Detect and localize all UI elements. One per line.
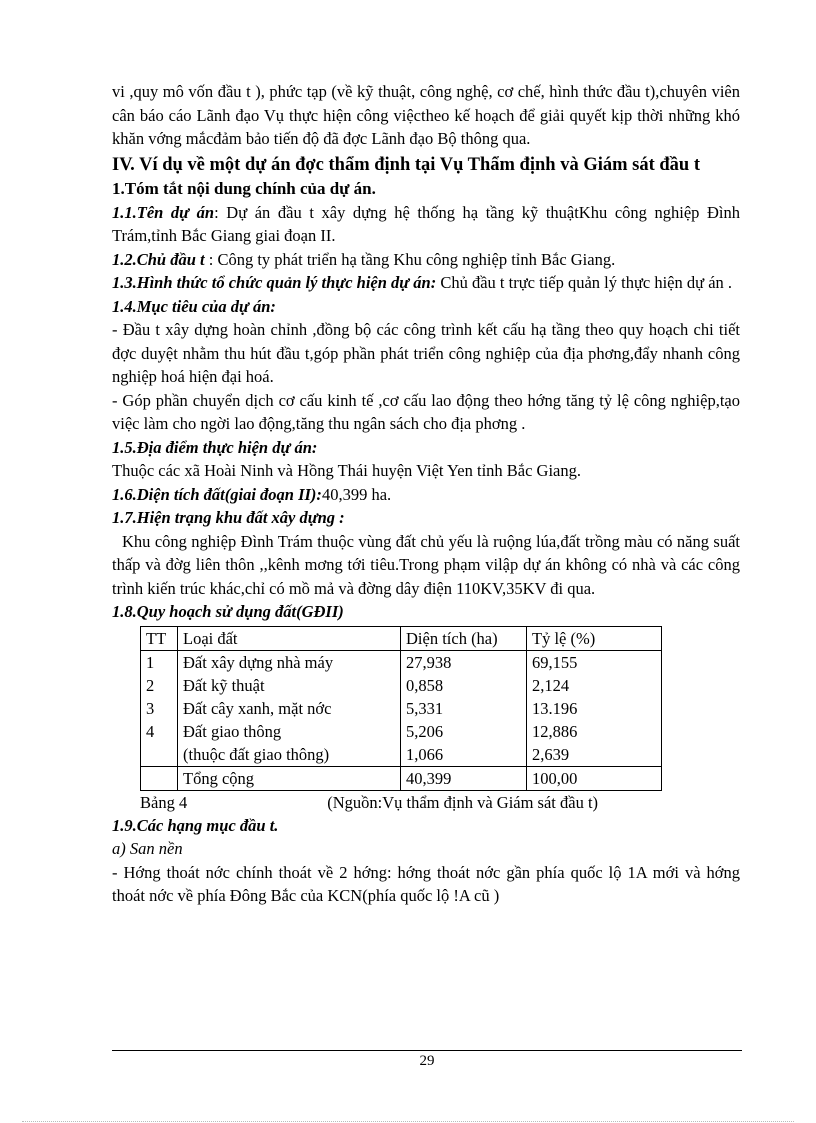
table-cell xyxy=(141,766,178,790)
table-cell: (thuộc đất giao thông) xyxy=(178,743,401,767)
investment-items-label: 1.9.Các hạng mục đầu t. xyxy=(112,815,279,835)
table-cell: 13.196 xyxy=(527,697,662,720)
table-cell xyxy=(141,743,178,767)
table-total-row xyxy=(141,766,662,790)
land-use-table xyxy=(140,626,662,791)
management-form xyxy=(112,271,740,295)
table-cell: Đất giao thông xyxy=(178,720,401,743)
table-cell: Đất xây dựng nhà máy xyxy=(178,650,401,674)
table-cell: 1 xyxy=(141,650,178,674)
intro-paragraph: vi ,quy mô vốn đầu t ), phức tạp (về kỹ thuật, công nghệ, cơ chế, hình thức đầu t),chuyên viên cân báo cáo Lãnh đạo Vụ thực hiện công việctheo kế hoạch để giải quyết kịp thời những khó khăn vớng mắcđảm bảo tiến độ đã đợc Lãnh đạo Bộ thông qua. xyxy=(112,82,740,148)
table-cell: 69,155 xyxy=(527,650,662,674)
table-caption-label: Bảng 4 xyxy=(140,792,188,812)
investor xyxy=(112,248,740,272)
land-area-label: 1.6.Diện tích đất(giai đoạn II): xyxy=(112,484,322,504)
header-cell: TT xyxy=(141,626,178,650)
project-name xyxy=(112,201,740,248)
table-cell: 12,886 xyxy=(527,720,662,743)
table-cell: Đất kỹ thuật xyxy=(178,674,401,697)
table-row xyxy=(141,743,662,767)
table-caption-source: (Nguồn:Vụ thẩm định và Giám sát đầu t) xyxy=(327,792,599,812)
table-cell: 100,00 xyxy=(527,766,662,790)
leveling-label: a) San nền xyxy=(112,839,183,858)
table-row xyxy=(141,720,662,743)
table-cell: 2 xyxy=(141,674,178,697)
footer-divider xyxy=(112,1050,742,1051)
table-row xyxy=(141,674,662,697)
header-cell: Tỷ lệ (%) xyxy=(527,626,662,650)
table-cell: 0,858 xyxy=(401,674,527,697)
table-cell: 1,066 xyxy=(401,743,527,767)
table-caption xyxy=(112,791,740,814)
header-cell: Loại đất xyxy=(178,626,401,650)
table-cell: Đất cây xanh, mặt nớc xyxy=(178,697,401,720)
table-row xyxy=(141,697,662,720)
table-cell: 2,124 xyxy=(527,674,662,697)
table-cell: 5,206 xyxy=(401,720,527,743)
land-area xyxy=(112,483,740,507)
page-edge-dotted-line xyxy=(22,1121,794,1122)
table-row xyxy=(141,650,662,674)
objectives-label: 1.4.Mục tiêu của dự án: xyxy=(112,296,276,316)
project-name-text: : Dự án đầu t xây dựng hệ thống hạ tầng kỹ thuậtKhu công nghiệp Đình Trám,tỉnh Bắc Giang giai đoạn II. xyxy=(112,202,740,245)
management-form-label: 1.3.Hình thức tổ chức quản lý thực hiện dự án: xyxy=(112,273,437,292)
land-area-text: 40,399 ha. xyxy=(321,484,392,504)
table-cell: 2,639 xyxy=(527,743,662,767)
site-status-label: 1.7.Hiện trạng khu đất xây dựng : xyxy=(112,508,345,527)
location-label: 1.5.Địa điểm thực hiện dự án: xyxy=(112,437,318,457)
table-cell: 40,399 xyxy=(401,766,527,790)
project-name-label: 1.1.Tên dự án xyxy=(112,202,215,222)
land-use-plan-label: 1.8.Quy hoạch sử dụng đất(GĐII) xyxy=(112,602,344,621)
document-page xyxy=(112,80,740,908)
section-heading: IV. Ví dụ về một dự án đợc thẩm định tại Vụ Thẩm định và Giám sát đầu t xyxy=(112,154,700,175)
objective-bullet-1: - Đầu t xây dựng hoàn chỉnh ,đồng bộ các công trình kết cấu hạ tầng theo quy hoạch chi tiết đợc duyệt nhằm thu hút đầu t,góp phần phát triển công nghiệp của địa phơng,đẩy nhanh công nghiệp hoá hiện đại hoá. xyxy=(112,320,740,386)
table-cell: Tổng cộng xyxy=(178,766,401,790)
drainage-text: - Hớng thoát nớc chính thoát về 2 hớng: hớng thoát nớc gần phía quốc lộ 1A mới và hớng thoát nớc về phía Đông Bắc của KCN(phía quốc lộ !A cũ ) xyxy=(112,862,740,905)
table-cell: 3 xyxy=(141,697,178,720)
table-cell: 4 xyxy=(141,720,178,743)
site-status-text: Khu công nghiệp Đình Trám thuộc vùng đất chủ yếu là ruộng lúa,đất trồng màu có năng suất thấp và đờg liên thôn ,,kênh mơng tới tiêu.Trong phạm vilập dự án không có nhà và các công trình kiến trúc khác,chỉ có mồ mả và đờng dây điện 110KV,35KV đi qua. xyxy=(112,531,740,598)
header-cell: Diện tích (ha) xyxy=(401,626,527,650)
location-text: Thuộc các xã Hoài Ninh và Hồng Thái huyện Việt Yen tỉnh Bắc Giang. xyxy=(112,461,582,480)
objective-bullet-2: - Góp phần chuyển dịch cơ cấu kinh tế ,cơ cấu lao động theo hớng tăng tỷ lệ công nghiệp,tạo việc làm cho ngời lao động,tăng thu ngân sách cho địa phơng . xyxy=(112,390,740,433)
table-cell: 27,938 xyxy=(401,650,527,674)
table-cell: 5,331 xyxy=(401,697,527,720)
investor-label: 1.2.Chủ đầu t xyxy=(112,249,205,269)
page-number: 29 xyxy=(419,1053,435,1069)
management-form-text: Chủ đầu t trực tiếp quản lý thực hiện dự án . xyxy=(436,273,733,292)
investor-text: : Công ty phát triển hạ tầng Khu công nghiệp tỉnh Bắc Giang. xyxy=(204,249,616,269)
table-header-row xyxy=(141,626,662,650)
subheading-summary: 1.Tóm tắt nội dung chính của dự án. xyxy=(112,178,376,198)
